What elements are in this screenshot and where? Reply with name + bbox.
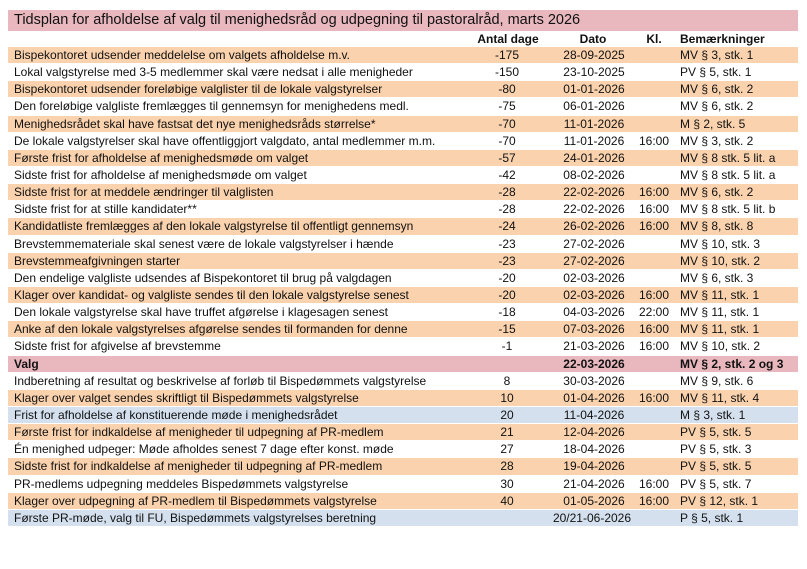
row-remarks: MV § 6, stk. 3: [680, 270, 754, 285]
row-remarks: M § 3, stk. 1: [680, 407, 746, 422]
row-date: 27-02-2026: [563, 253, 625, 268]
row-days: 10: [500, 390, 514, 405]
row-remarks: MV § 10, stk. 3: [680, 236, 761, 251]
row-days: -15: [498, 322, 516, 337]
row-remarks: MV § 10, stk. 2: [680, 339, 761, 354]
row-remarks: MV § 3, stk. 1: [680, 48, 754, 62]
row-remarks: MV § 8 stk. 5 lit. a: [680, 167, 776, 182]
row-remarks: MV § 3, stk. 2: [680, 133, 754, 148]
row-date: 01-05-2026: [563, 493, 625, 508]
sheet-title: Tidsplan for afholdelse af valg til menighedsråd og udpegning til pastoralråd, marts 2026: [8, 10, 798, 31]
row-description: Valg: [14, 356, 39, 371]
row-description: Sidste frist for indkaldelse af menigheder til udpegning af PR-medlem: [14, 459, 383, 474]
row-days: -57: [498, 150, 516, 165]
row-time: 16:00: [638, 287, 670, 302]
row-date: 22-03-2026: [563, 356, 625, 371]
row-days: 30: [500, 476, 514, 491]
row-description: Anke af den lokale valgstyrelses afgørelse sendes til formanden for denne: [14, 322, 408, 337]
row-date: 26-02-2026: [563, 219, 625, 234]
row-days: 28: [500, 459, 514, 474]
row-days: -1: [501, 339, 513, 354]
row-time: 22:00: [638, 305, 670, 320]
row-date: 06-01-2026: [563, 99, 625, 114]
row-description: Frist for afholdelse af konstituerende møde i menighedsrådet: [14, 407, 338, 422]
table-row: [8, 218, 798, 235]
row-time: 16:00: [638, 493, 670, 508]
row-date: 02-03-2026: [563, 287, 625, 302]
row-date: 11-04-2026: [563, 407, 625, 422]
table-row: [8, 64, 798, 81]
row-time: 16:00: [638, 322, 670, 337]
row-description: Lokal valgstyrelse med 3-5 medlemmer skal være nedsat i alle menigheder: [14, 65, 413, 80]
table-row: [8, 356, 798, 373]
table-row: [8, 201, 798, 218]
row-days: 21: [500, 425, 514, 440]
row-description: PR-medlems udpegning meddeles Bispedømmets valgstyrelse: [14, 476, 349, 491]
row-description: Sidste frist for afholdelse af menighedsmøde om valget: [14, 167, 307, 182]
row-days: -75: [498, 99, 516, 114]
row-description: Bispekontoret udsender foreløbige valglister til de lokale valgstyrelser: [14, 82, 383, 97]
row-description: Første PR-møde, valg til FU, Bispedømmets valgstyrelses beretning: [14, 510, 377, 525]
schedule-rows: [8, 47, 798, 527]
row-time: 16:00: [638, 202, 670, 217]
row-days: 27: [500, 442, 514, 457]
row-remarks: MV § 6, stk. 2: [680, 99, 754, 114]
table-row: [8, 98, 798, 115]
row-description: Klager over kandidat- og valgliste sendes til den lokale valgstyrelse senest: [14, 287, 409, 302]
table-row: [8, 407, 798, 424]
table-row: [8, 81, 798, 98]
row-remarks: MV § 11, stk. 1: [680, 322, 760, 337]
row-date: 28-09-2025: [563, 48, 625, 62]
row-date: 01-04-2026: [563, 390, 625, 405]
row-description: Sidste frist for afgivelse af brevstemme: [14, 339, 221, 354]
table-row: [8, 287, 798, 304]
table-row: [8, 338, 798, 355]
row-days: -23: [498, 236, 516, 251]
row-remarks: MV § 8 stk. 5 lit. b: [680, 202, 776, 217]
row-date: 12-04-2026: [563, 425, 625, 440]
row-date: 18-04-2026: [563, 442, 625, 457]
row-description: Klager over udpegning af PR-medlem til Bispedømmets valgstyrelse: [14, 493, 377, 508]
table-row: [8, 133, 798, 150]
row-days: -70: [498, 133, 516, 148]
table-row: [8, 321, 798, 338]
row-description: Sidste frist for at stille kandidater**: [14, 202, 197, 217]
table-row: [8, 424, 798, 441]
row-remarks: MV § 10, stk. 2: [680, 253, 761, 268]
header-kl: Kl.: [646, 32, 662, 46]
row-description: Første frist for indkaldelse af menigheder til udpegning af PR-medlem: [14, 425, 384, 440]
row-remarks: P § 5, stk. 1: [680, 510, 744, 525]
table-row: [8, 236, 798, 253]
table-row: [8, 116, 798, 133]
row-remarks: PV § 5, stk. 3: [680, 442, 752, 457]
header-date: Dato: [579, 32, 607, 46]
row-remarks: MV § 6, stk. 2: [680, 82, 754, 97]
row-date: 11-01-2026: [563, 133, 625, 148]
row-description: Den foreløbige valgliste fremlægges til gennemsyn for menighedens medl.: [14, 99, 409, 114]
row-description: Den lokale valgstyrelse skal have truffet afgørelse i klagesagen senest: [14, 305, 388, 320]
row-days: 8: [503, 373, 511, 388]
row-date: 11-01-2026: [563, 116, 625, 131]
row-days: -24: [498, 219, 516, 234]
row-time: 16:00: [638, 339, 670, 354]
row-date: 27-02-2026: [563, 236, 625, 251]
row-description: Sidste frist for at meddele ændringer til valglisten: [14, 185, 274, 200]
row-date: 04-03-2026: [563, 305, 625, 320]
row-date: 21-04-2026: [563, 476, 625, 491]
row-days: -20: [498, 270, 516, 285]
row-remarks: MV § 11, stk. 1: [680, 287, 760, 302]
table-row: [8, 373, 798, 390]
table-row: [8, 390, 798, 407]
row-days: -80: [498, 82, 516, 97]
row-date: 01-01-2026: [563, 82, 625, 97]
row-days: 40: [500, 493, 514, 508]
row-remarks: MV § 11, stk. 1: [680, 305, 760, 320]
row-remarks: PV § 12, stk. 1: [680, 493, 759, 508]
row-date: 23-10-2025: [563, 65, 625, 80]
row-description: Kandidatliste fremlægges af den lokale valgstyrelse til offentligt gennemsyn: [14, 219, 414, 234]
table-row: [8, 184, 798, 201]
row-description: Klager over valget sendes skriftligt til Bispedømmets valgstyrelse: [14, 390, 359, 405]
row-days: -175: [494, 48, 520, 62]
table-row: [8, 150, 798, 167]
row-days: -18: [498, 305, 516, 320]
table-row: [8, 167, 798, 184]
schedule-sheet: [8, 10, 798, 527]
header-remarks: Bemærkninger: [680, 32, 765, 46]
row-remarks: MV § 8 stk. 5 lit. a: [680, 150, 776, 165]
row-description: Én menighed udpeger: Møde afholdes senest 7 dage efter konst. møde: [14, 442, 394, 457]
table-row: [8, 304, 798, 321]
row-date: 21-03-2026: [563, 339, 625, 354]
row-days: -70: [498, 116, 516, 131]
table-row: [8, 493, 798, 510]
table-row: [8, 270, 798, 287]
table-row: [8, 476, 798, 493]
row-date: 30-03-2026: [563, 373, 625, 388]
table-row: [8, 441, 798, 458]
row-date: 08-02-2026: [563, 167, 625, 182]
row-days: -20: [498, 287, 516, 302]
row-remarks: MV § 2, stk. 2 og 3: [680, 356, 784, 371]
row-description: Brevstemmemateriale skal senest være de lokale valgstyrelser i hænde: [14, 236, 394, 251]
row-remarks: M § 2, stk. 5: [680, 116, 746, 131]
row-remarks: MV § 6, stk. 2: [680, 185, 754, 200]
row-description: Brevstemmeafgivningen starter: [14, 253, 181, 268]
row-remarks: MV § 9, stk. 6: [680, 373, 754, 388]
row-remarks: MV § 8, stk. 8: [680, 219, 754, 234]
table-row: [8, 253, 798, 270]
row-date: 24-01-2026: [563, 150, 625, 165]
row-description: Første frist for afholdelse af menighedsmøde om valget: [14, 150, 309, 165]
row-days: 20: [500, 407, 514, 422]
row-remarks: MV § 11, stk. 4: [680, 390, 760, 405]
row-time: 16:00: [638, 219, 670, 234]
row-description: De lokale valgstyrelser skal have offentliggjort valgdato, antal medlemmer m.m.: [14, 133, 436, 148]
row-description: Den endelige valgliste udsendes af Bispekontoret til brug på valgdagen: [14, 270, 392, 285]
table-row: [8, 47, 798, 64]
row-days: -150: [494, 65, 520, 80]
row-time: 16:00: [638, 185, 670, 200]
row-time: 16:00: [638, 476, 670, 491]
header-days: Antal dage: [477, 32, 539, 46]
row-description: Bispekontoret udsender meddelelse om valgets afholdelse m.v.: [14, 48, 350, 62]
row-remarks: PV § 5, stk. 5: [680, 459, 752, 474]
row-days: -28: [498, 185, 516, 200]
row-remarks: PV § 5, stk. 7: [680, 476, 752, 491]
row-date: 22-02-2026: [563, 202, 625, 217]
row-date: 07-03-2026: [563, 322, 625, 337]
row-date: 02-03-2026: [563, 270, 625, 285]
row-remarks: PV § 5, stk. 5: [680, 425, 752, 440]
table-row: [8, 510, 798, 527]
row-time: 16:00: [638, 133, 670, 148]
table-row: [8, 458, 798, 475]
row-time: 16:00: [638, 390, 670, 405]
column-header-row: [8, 31, 798, 47]
row-description: Menighedsrådet skal have fastsat det nye menighedsråds størrelse*: [14, 116, 376, 131]
row-date: 20/21-06-2026: [552, 510, 632, 525]
row-days: -28: [498, 202, 516, 217]
row-date: 19-04-2026: [563, 459, 625, 474]
row-description: Indberetning af resultat og beskrivelse af forløb til Bispedømmets valgstyrelse: [14, 373, 427, 388]
row-remarks: PV § 5, stk. 1: [680, 65, 752, 80]
row-days: -23: [498, 253, 516, 268]
row-date: 22-02-2026: [563, 185, 625, 200]
row-days: -42: [498, 167, 516, 182]
